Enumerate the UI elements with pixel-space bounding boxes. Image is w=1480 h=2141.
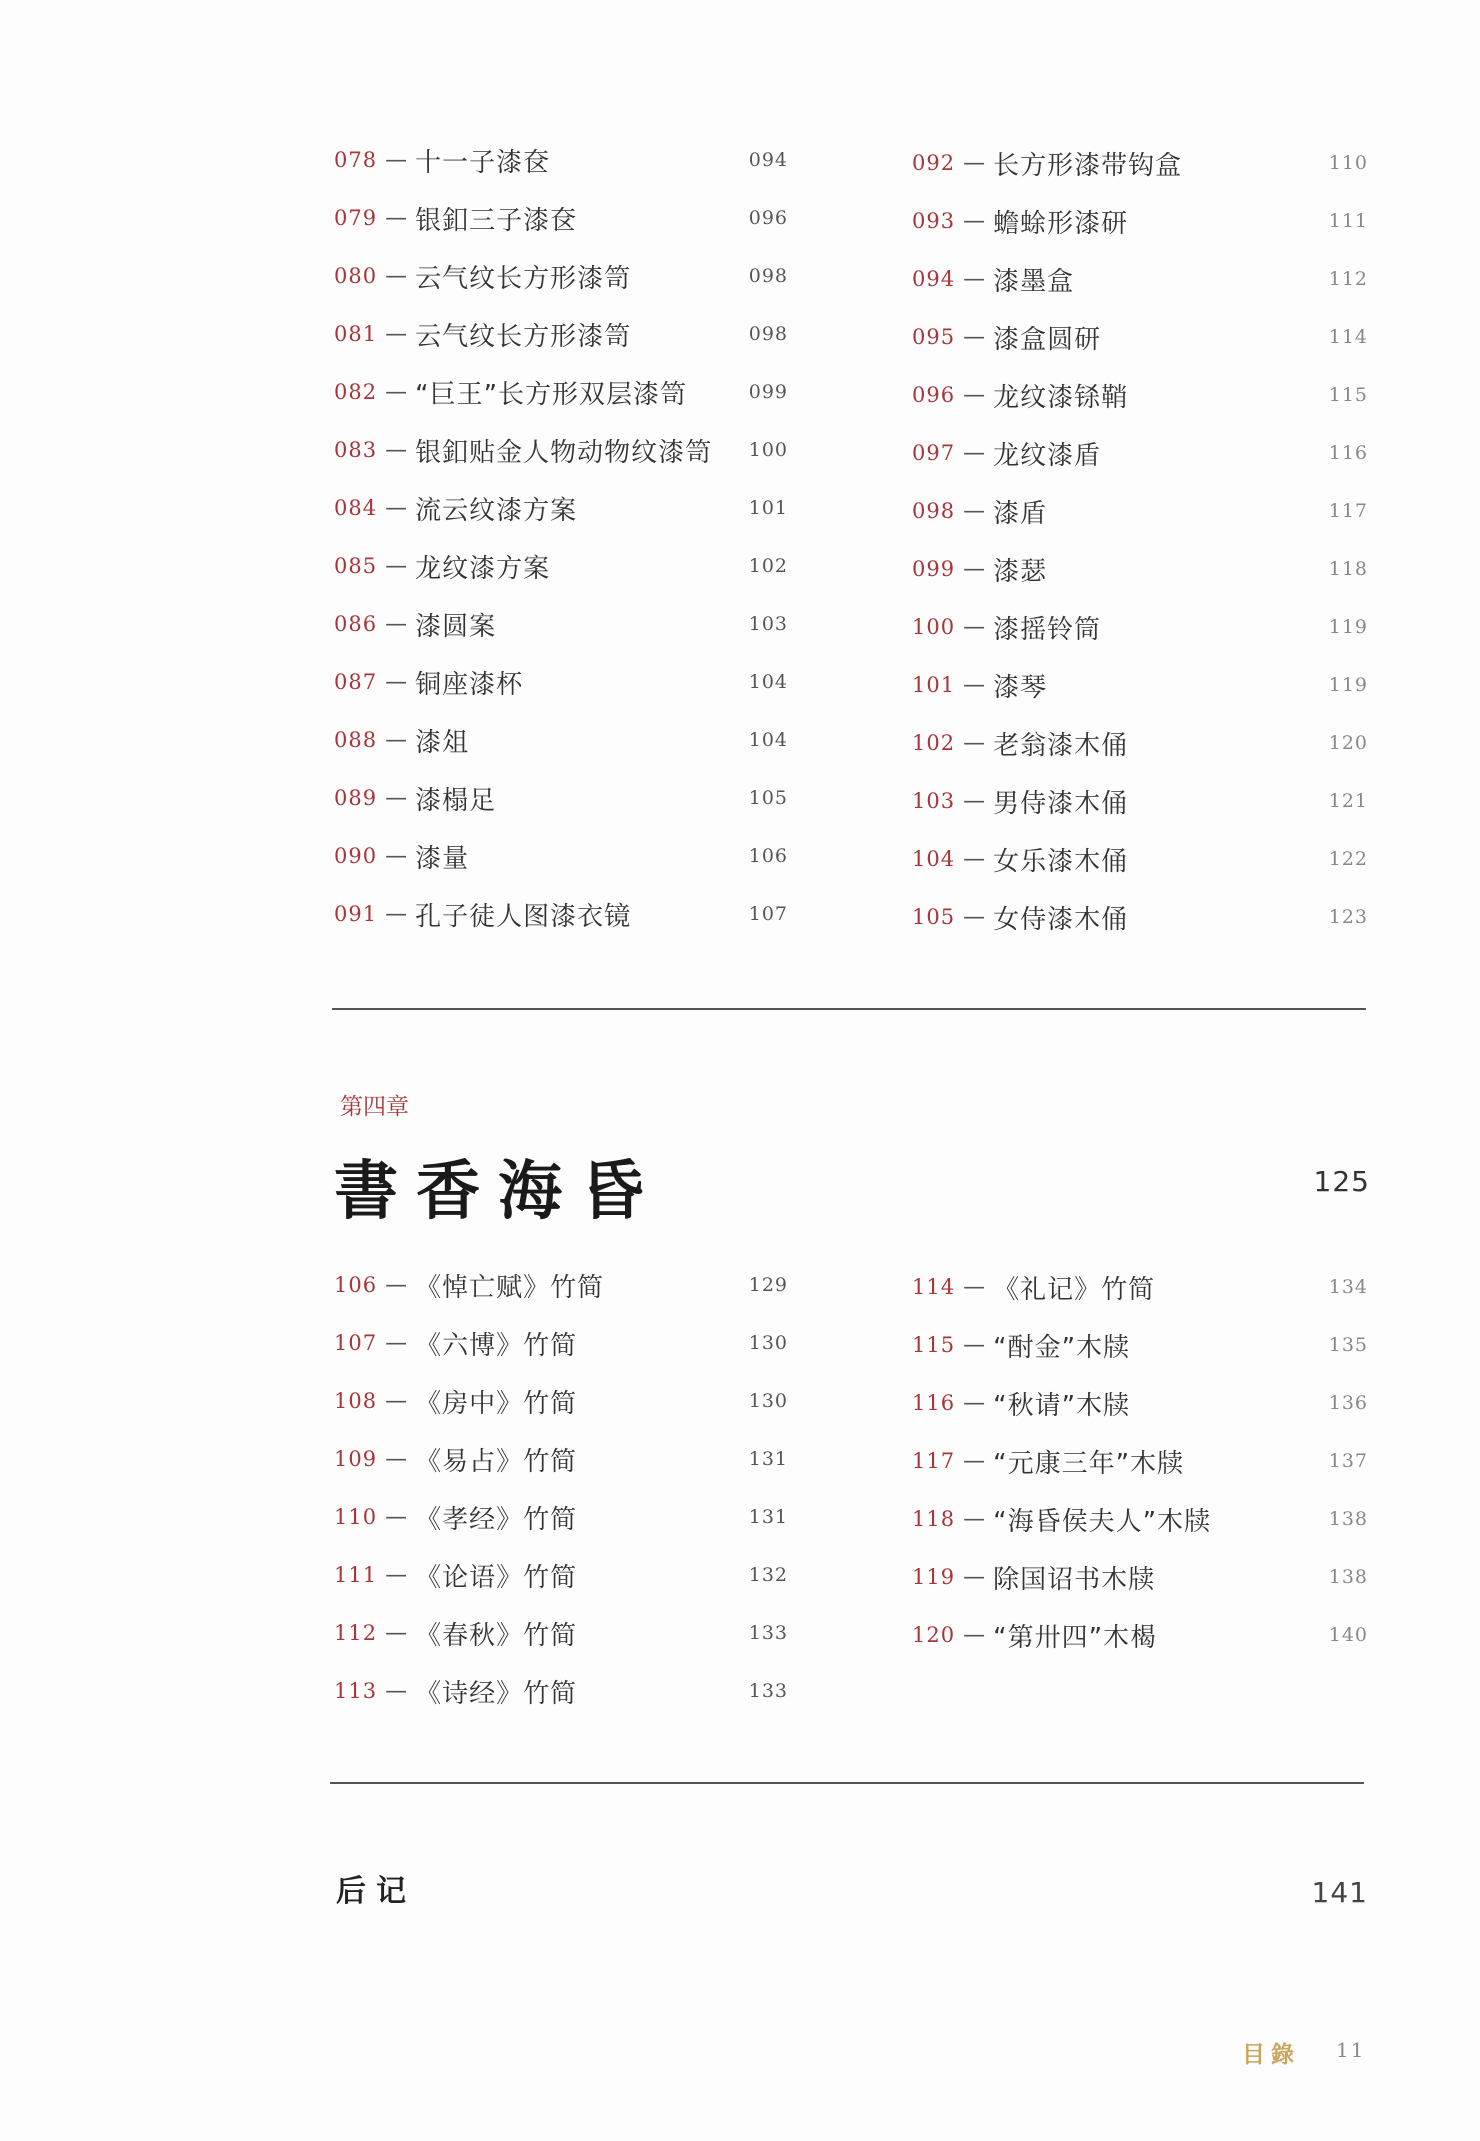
entry-dash: —: [385, 321, 408, 347]
toc-entry: [912, 1258, 1368, 1316]
entry-title: 漆榻足: [415, 785, 497, 816]
entry-number: 104: [912, 847, 956, 871]
entry-title: 云气纹长方形漆笥: [415, 321, 632, 352]
entry-dash: —: [963, 498, 986, 524]
entry-page-number: 133: [748, 1622, 788, 1644]
entry-dash: —: [963, 556, 986, 582]
toc-entry: [912, 134, 1368, 192]
entry-title: “元康三年”木牍: [993, 1448, 1185, 1479]
toc-entry: [912, 598, 1368, 656]
entry-number: 084: [334, 496, 378, 520]
entry-dash: —: [963, 904, 986, 930]
entry-number: 100: [912, 615, 956, 639]
entry-title: 龙纹漆盾: [993, 440, 1102, 471]
entry-page-number: 107: [748, 903, 788, 925]
toc-entry: [334, 189, 788, 247]
toc-entry: [912, 830, 1368, 888]
entry-dash: —: [963, 208, 986, 234]
entry-number: 097: [912, 441, 956, 465]
toc-entry: [334, 595, 788, 653]
entry-title: 漆俎: [415, 727, 470, 758]
toc-entry: [334, 1256, 788, 1314]
entry-title: 《春秋》竹简: [415, 1620, 578, 1651]
entry-number: 080: [334, 264, 378, 288]
toc-list-section4-right: [912, 1258, 1368, 1664]
entry-dash: —: [385, 147, 408, 173]
entry-number: 103: [912, 789, 956, 813]
entry-page-number: 110: [1328, 152, 1368, 174]
entry-page-number: 136: [1328, 1392, 1368, 1414]
entry-number: 101: [912, 673, 956, 697]
entry-dash: —: [963, 1332, 986, 1358]
entry-dash: —: [385, 901, 408, 927]
toc-entry: [912, 250, 1368, 308]
entry-title: 《易占》竹简: [415, 1446, 578, 1477]
entry-page-number: 103: [748, 613, 788, 635]
toc-entry: [334, 1662, 788, 1720]
entry-page-number: 105: [748, 787, 788, 809]
section-divider: [330, 1782, 1364, 1784]
entry-dash: —: [385, 1330, 408, 1356]
entry-page-number: 101: [748, 497, 788, 519]
chapter-page-number: 125: [1313, 1165, 1370, 1198]
entry-title: 漆盾: [993, 498, 1048, 529]
entry-dash: —: [963, 266, 986, 292]
toc-entry: [912, 772, 1368, 830]
entry-page-number: 121: [1328, 790, 1368, 812]
entry-page-number: 138: [1328, 1508, 1368, 1530]
entry-page-number: 130: [748, 1332, 788, 1354]
entry-dash: —: [963, 1274, 986, 1300]
footer-page-number: 11: [1336, 2038, 1366, 2062]
toc-entry: [912, 1490, 1368, 1548]
entry-number: 095: [912, 325, 956, 349]
toc-entry: [912, 366, 1368, 424]
entry-page-number: 129: [748, 1274, 788, 1296]
toc-entry: [912, 1316, 1368, 1374]
entry-number: 114: [912, 1275, 956, 1299]
toc-entry: [334, 769, 788, 827]
entry-page-number: 138: [1328, 1566, 1368, 1588]
entry-page-number: 123: [1328, 906, 1368, 928]
entry-dash: —: [963, 846, 986, 872]
toc-entry: [334, 1488, 788, 1546]
entry-title: 漆盒圆研: [993, 324, 1102, 355]
entry-dash: —: [963, 382, 986, 408]
entry-number: 117: [912, 1449, 956, 1473]
entry-page-number: 140: [1328, 1624, 1368, 1646]
section-divider: [332, 1008, 1366, 1010]
toc-entry: [912, 888, 1368, 946]
entry-title: 漆琴: [993, 672, 1048, 703]
entry-title: 《悼亡赋》竹简: [415, 1272, 605, 1303]
entry-dash: —: [385, 611, 408, 637]
entry-title: 漆摇铃筒: [993, 614, 1102, 645]
entry-number: 099: [912, 557, 956, 581]
entry-page-number: 119: [1328, 616, 1368, 638]
entry-title: 蟾蜍形漆研: [993, 208, 1129, 239]
toc-entry: [334, 711, 788, 769]
entry-title: 女侍漆木俑: [993, 904, 1129, 935]
entry-number: 093: [912, 209, 956, 233]
entry-title: 男侍漆木俑: [993, 788, 1129, 819]
entry-dash: —: [963, 788, 986, 814]
entry-title: 女乐漆木俑: [993, 846, 1129, 877]
entry-title: 漆量: [415, 843, 470, 874]
entry-dash: —: [385, 1620, 408, 1646]
toc-entry: [912, 1548, 1368, 1606]
entry-page-number: 137: [1328, 1450, 1368, 1472]
entry-dash: —: [963, 730, 986, 756]
entry-dash: —: [385, 1562, 408, 1588]
entry-number: 115: [912, 1333, 956, 1357]
entry-title: 《礼记》竹简: [993, 1274, 1156, 1305]
toc-list-section4-left: [334, 1256, 788, 1720]
entry-number: 116: [912, 1391, 956, 1415]
entry-number: 078: [334, 148, 378, 172]
entry-page-number: 132: [748, 1564, 788, 1586]
entry-page-number: 130: [748, 1390, 788, 1412]
toc-entry: [334, 1430, 788, 1488]
entry-page-number: 119: [1328, 674, 1368, 696]
entry-title: 铜座漆杯: [415, 669, 524, 700]
entry-dash: —: [385, 669, 408, 695]
entry-number: 086: [334, 612, 378, 636]
toc-entry: [912, 540, 1368, 598]
entry-page-number: 133: [748, 1680, 788, 1702]
entry-dash: —: [963, 1390, 986, 1416]
entry-dash: —: [385, 1678, 408, 1704]
entry-dash: —: [963, 1448, 986, 1474]
entry-number: 088: [334, 728, 378, 752]
toc-entry: [334, 1604, 788, 1662]
entry-title: “秋请”木牍: [993, 1390, 1131, 1421]
entry-dash: —: [385, 205, 408, 231]
entry-number: 082: [334, 380, 378, 404]
entry-number: 107: [334, 1331, 378, 1355]
toc-entry: [334, 247, 788, 305]
entry-number: 118: [912, 1507, 956, 1531]
toc-entry: [912, 1606, 1368, 1664]
entry-dash: —: [385, 1504, 408, 1530]
entry-dash: —: [963, 1564, 986, 1590]
toc-entry: [912, 1432, 1368, 1490]
entry-page-number: 100: [748, 439, 788, 461]
entry-dash: —: [385, 495, 408, 521]
entry-number: 098: [912, 499, 956, 523]
entry-title: 流云纹漆方案: [415, 495, 578, 526]
entry-number: 119: [912, 1565, 956, 1589]
entry-title: “酎金”木牍: [993, 1332, 1131, 1363]
afterword-page-number: 141: [1311, 1876, 1368, 1909]
entry-title: 除国诏书木牍: [993, 1564, 1156, 1595]
entry-page-number: 115: [1328, 384, 1368, 406]
entry-page-number: 116: [1328, 442, 1368, 464]
entry-title: “海昏侯夫人”木牍: [993, 1506, 1212, 1537]
entry-number: 092: [912, 151, 956, 175]
entry-page-number: 106: [748, 845, 788, 867]
toc-entry: [334, 479, 788, 537]
entry-page-number: 134: [1328, 1276, 1368, 1298]
toc-entry: [334, 363, 788, 421]
entry-dash: —: [385, 727, 408, 753]
entry-number: 111: [334, 1563, 378, 1587]
entry-page-number: 122: [1328, 848, 1368, 870]
entry-page-number: 118: [1328, 558, 1368, 580]
entry-dash: —: [385, 437, 408, 463]
entry-dash: —: [963, 324, 986, 350]
entry-number: 087: [334, 670, 378, 694]
entry-number: 109: [334, 1447, 378, 1471]
entry-number: 106: [334, 1273, 378, 1297]
toc-entry: [334, 827, 788, 885]
entry-dash: —: [385, 379, 408, 405]
entry-dash: —: [963, 1506, 986, 1532]
entry-dash: —: [385, 1446, 408, 1472]
entry-page-number: 111: [1328, 210, 1368, 232]
chapter-label: 第四章: [340, 1094, 409, 1120]
entry-title: 银釦三子漆奁: [415, 205, 578, 236]
entry-title: 《六博》竹简: [415, 1330, 578, 1361]
entry-number: 102: [912, 731, 956, 755]
entry-number: 096: [912, 383, 956, 407]
entry-page-number: 098: [748, 265, 788, 287]
entry-dash: —: [385, 263, 408, 289]
entry-number: 094: [912, 267, 956, 291]
toc-entry: [912, 308, 1368, 366]
toc-entry: [334, 421, 788, 479]
entry-page-number: 131: [748, 1448, 788, 1470]
toc-entry: [334, 653, 788, 711]
toc-entry: [912, 482, 1368, 540]
entry-page-number: 102: [748, 555, 788, 577]
toc-entry: [912, 424, 1368, 482]
toc-list-section3-left: [334, 131, 788, 943]
entry-number: 113: [334, 1679, 378, 1703]
entry-page-number: 120: [1328, 732, 1368, 754]
toc-entry: [334, 305, 788, 363]
entry-number: 090: [334, 844, 378, 868]
entry-number: 110: [334, 1505, 378, 1529]
entry-number: 079: [334, 206, 378, 230]
entry-title: 银釦贴金人物动物纹漆笥: [415, 437, 713, 468]
entry-number: 112: [334, 1621, 378, 1645]
entry-title: 漆圆案: [415, 611, 497, 642]
entry-page-number: 114: [1328, 326, 1368, 348]
entry-title: 《诗经》竹简: [415, 1678, 578, 1709]
entry-dash: —: [963, 150, 986, 176]
toc-entry: [334, 131, 788, 189]
entry-title: 龙纹漆铩鞘: [993, 382, 1129, 413]
entry-number: 120: [912, 1623, 956, 1647]
entry-title: 漆瑟: [993, 556, 1048, 587]
entry-title: 《论语》竹简: [415, 1562, 578, 1593]
entry-title: 老翁漆木俑: [993, 730, 1129, 761]
entry-page-number: 104: [748, 729, 788, 751]
entry-page-number: 135: [1328, 1334, 1368, 1356]
entry-number: 105: [912, 905, 956, 929]
toc-list-section3-right: [912, 134, 1368, 946]
toc-entry: [912, 192, 1368, 250]
entry-dash: —: [385, 1388, 408, 1414]
toc-entry: [334, 1546, 788, 1604]
entry-dash: —: [385, 553, 408, 579]
entry-dash: —: [385, 1272, 408, 1298]
entry-title: 云气纹长方形漆笥: [415, 263, 632, 294]
footer-section-label: 目錄: [1242, 2042, 1300, 2068]
entry-title: 《孝经》竹简: [415, 1504, 578, 1535]
entry-title: “第卅四”木楬: [993, 1622, 1158, 1653]
entry-page-number: 096: [748, 207, 788, 229]
toc-entry: [334, 537, 788, 595]
entry-number: 091: [334, 902, 378, 926]
entry-page-number: 104: [748, 671, 788, 693]
entry-dash: —: [385, 843, 408, 869]
chapter-title: 書香海昏: [334, 1154, 662, 1229]
entry-dash: —: [385, 785, 408, 811]
entry-page-number: 094: [748, 149, 788, 171]
entry-title: 十一子漆奁: [415, 147, 551, 178]
entry-page-number: 131: [748, 1506, 788, 1528]
entry-number: 083: [334, 438, 378, 462]
entry-title: 漆墨盒: [993, 266, 1075, 297]
entry-page-number: 112: [1328, 268, 1368, 290]
entry-dash: —: [963, 614, 986, 640]
entry-title: 孔子徒人图漆衣镜: [415, 901, 632, 932]
afterword-title: 后记: [336, 1874, 416, 1909]
entry-page-number: 098: [748, 323, 788, 345]
entry-title: “巨王”长方形双层漆笥: [415, 379, 688, 410]
toc-entry: [912, 714, 1368, 772]
toc-entry: [334, 885, 788, 943]
entry-page-number: 117: [1328, 500, 1368, 522]
entry-dash: —: [963, 672, 986, 698]
entry-dash: —: [963, 440, 986, 466]
entry-number: 089: [334, 786, 378, 810]
entry-title: 龙纹漆方案: [415, 553, 551, 584]
entry-title: 长方形漆带钩盒: [993, 150, 1183, 181]
entry-title: 《房中》竹简: [415, 1388, 578, 1419]
toc-entry: [912, 1374, 1368, 1432]
entry-number: 081: [334, 322, 378, 346]
entry-dash: —: [963, 1622, 986, 1648]
toc-entry: [912, 656, 1368, 714]
entry-page-number: 099: [748, 381, 788, 403]
entry-number: 108: [334, 1389, 378, 1413]
entry-number: 085: [334, 554, 378, 578]
toc-entry: [334, 1314, 788, 1372]
toc-entry: [334, 1372, 788, 1430]
